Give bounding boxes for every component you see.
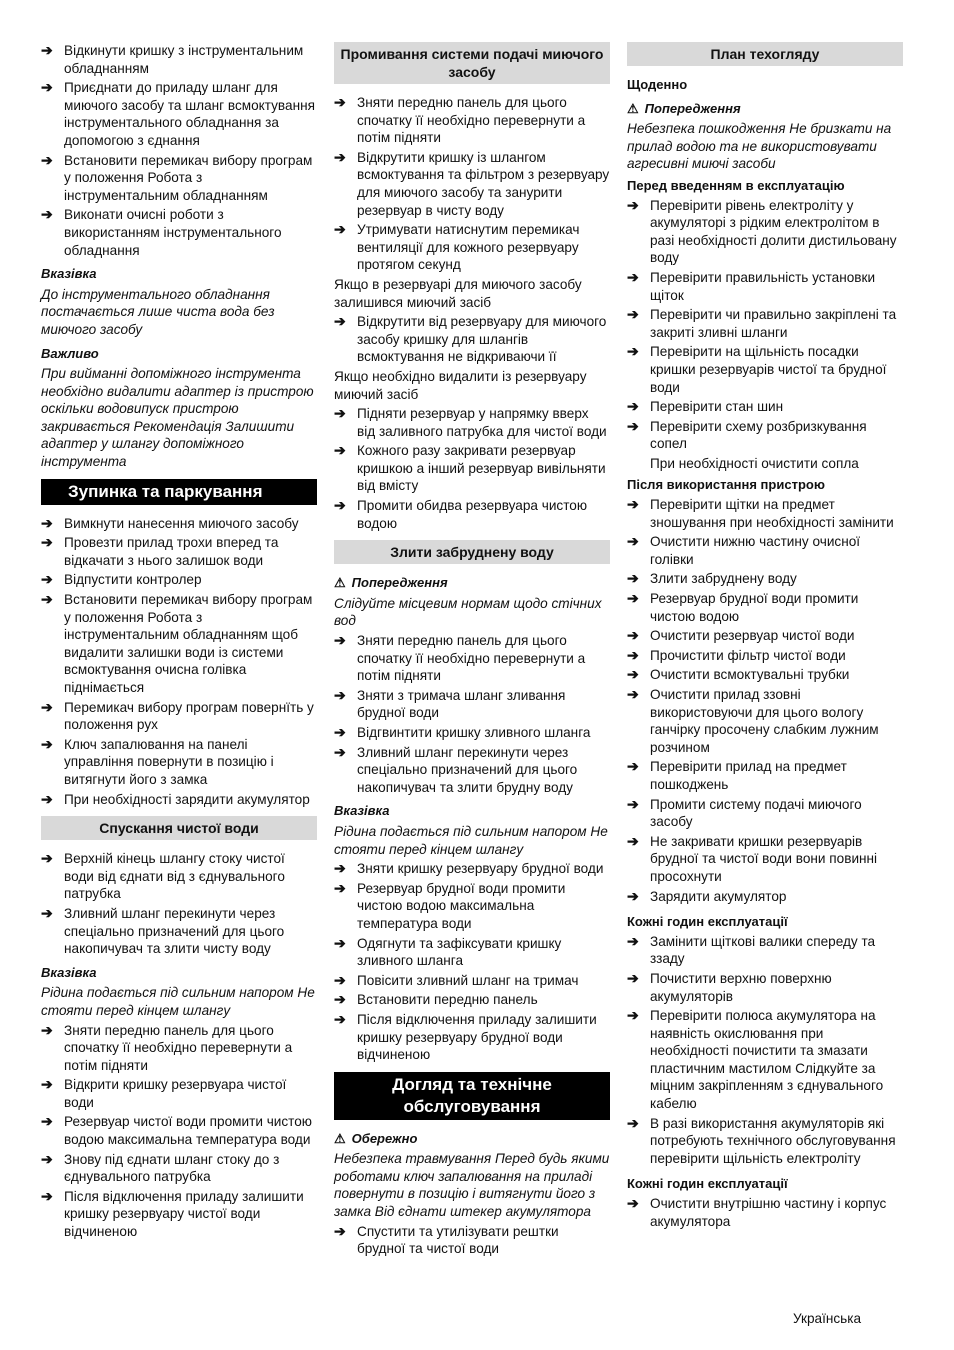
list-item-text: Верхній кінець шлангу стоку чистої води від єднати від з єднувального патрубка — [64, 851, 285, 902]
arrow-icon: ➔ — [41, 735, 53, 752]
note-title: Вказівка — [41, 266, 97, 282]
every-2-bullets — [627, 1195, 903, 1230]
list-item-text: Перевірити полюса акумулятора на наявність окислювання при необхідності почистити та змазати пластичним мастилом Слідкуйте за міцним закріпленням з єднувального кабелю — [650, 1008, 884, 1112]
list-item-text: Перевірити чи правильно закріплені та закриті зливні шланги — [650, 307, 897, 340]
list-item — [334, 860, 610, 878]
arrow-icon: ➔ — [627, 1007, 639, 1024]
arrow-icon: ➔ — [334, 405, 346, 422]
arrow-icon: ➔ — [334, 148, 346, 165]
flush-bullets-3 — [334, 405, 610, 532]
list-item — [41, 850, 317, 903]
arrow-icon: ➔ — [41, 534, 53, 551]
list-item-text: Відкрутити кришку із шлангом всмоктування та фільтром з резервуару для миючого засобу та занурити резервуар в чисту воду — [357, 149, 610, 218]
list-item — [41, 1188, 317, 1241]
intro-bullets — [41, 42, 317, 259]
warning-title: ⚠ Попередження — [334, 575, 448, 591]
arrow-icon: ➔ — [627, 686, 639, 702]
section-drain-dirty-water-heading: Злити забруднену воду — [334, 540, 610, 564]
arrow-icon: ➔ — [334, 1010, 346, 1027]
important-title: Важливо — [41, 345, 99, 361]
arrow-icon: ➔ — [627, 590, 639, 607]
arrow-icon: ➔ — [334, 971, 346, 988]
list-item — [627, 627, 903, 645]
stop-bullets — [41, 515, 317, 809]
warning-text: Слідуйте місцевим нормам щодо стічних вод — [334, 595, 602, 629]
list-item-text: Очистити внутрішню частину і корпус акумулятора — [650, 1196, 887, 1229]
list-item — [627, 269, 903, 304]
list-item-text: Виконати очисні роботи з використанням інструментального обладнання — [64, 207, 282, 258]
arrow-icon: ➔ — [41, 151, 53, 168]
list-item — [41, 699, 317, 734]
arrow-icon: ➔ — [334, 724, 346, 740]
arrow-icon: ➔ — [627, 533, 639, 550]
list-item-text: Відкрутити від резервуару для миючого засобу кришку для шлангів всмоктування не відкриваючи її — [357, 314, 607, 365]
list-item-text: Перевірити правильність установки щіток — [650, 269, 876, 303]
list-item — [41, 591, 317, 697]
list-item — [334, 991, 610, 1009]
list-item-text: Зарядити акумулятор — [650, 888, 787, 904]
list-item — [334, 972, 610, 990]
note-text: Рідина подається під сильним напором Не стояти перед кінцем шлангу — [334, 823, 608, 857]
arrow-icon: ➔ — [627, 646, 639, 663]
arrow-icon: ➔ — [627, 832, 639, 849]
list-item-text: Замінити щіткові валики спереду та ззаду — [650, 933, 876, 967]
flush-bullets-2 — [334, 313, 610, 366]
list-item — [41, 79, 317, 149]
list-item — [334, 497, 610, 532]
arrow-icon: ➔ — [627, 398, 639, 415]
list-item-text: Зняти передню панель для цього спочатку її необхідно перевернути а потім підняти — [357, 95, 586, 146]
every-1-bullets — [627, 933, 903, 1168]
after-bullets — [627, 496, 903, 905]
arrow-icon: ➔ — [41, 206, 53, 223]
list-item — [627, 666, 903, 684]
list-item-text: Перевірити прилад на предмет пошкоджень — [650, 759, 847, 792]
list-item-text: Промити обидва резервуара чистою водою — [357, 498, 588, 531]
arrow-icon: ➔ — [627, 1114, 639, 1131]
list-item — [41, 534, 317, 569]
dirty-bullets — [334, 632, 610, 796]
arrow-icon: ➔ — [334, 1222, 346, 1239]
list-item-text: Провезти прилад трохи вперед та відкачати з нього залишок води — [64, 535, 279, 568]
section-stop-parking-heading: Зупинка та паркування — [41, 479, 317, 505]
arrow-icon: ➔ — [627, 887, 639, 904]
list-item — [334, 442, 610, 495]
arrow-icon: ➔ — [627, 795, 639, 812]
list-item — [627, 590, 903, 625]
list-item — [627, 970, 903, 1005]
list-item — [627, 796, 903, 831]
every-hours-label-2: Кожні годин експлуатації — [627, 1176, 788, 1192]
list-item-text: Зняти передню панель для цього спочатку її необхідно перевернути а потім підняти — [357, 633, 586, 684]
list-item-text: Злити забруднену воду — [650, 571, 797, 587]
before-bullets — [627, 197, 903, 453]
arrow-icon: ➔ — [41, 1021, 53, 1038]
list-item-text: Очистити прилад ззовні використовуючи для цього вологу ганчірку просочену слабким лужним розчином — [650, 687, 879, 755]
flush-text-2: Якщо необхідно видалити із резервуару миючий засіб — [334, 368, 587, 402]
arrow-icon: ➔ — [334, 686, 346, 703]
section-flush-system-heading: Промивання системи подачі миючого засобу — [334, 42, 610, 84]
arrow-icon: ➔ — [627, 343, 639, 360]
list-item — [334, 1223, 610, 1258]
list-item-text: Встановити перемикач вибору програм у положення Робота з інструментальним обладнанням — [64, 152, 313, 203]
list-item-text: Утримувати натиснутим перемикач вентиляції для кожного резервуару протягом секунд — [357, 222, 580, 273]
list-item — [334, 744, 610, 797]
caution-title: ⚠ Обережно — [334, 1130, 418, 1146]
list-item — [627, 1115, 903, 1168]
important-text: При вийманні допоміжного інструмента необхідно видалити адаптер із пристрою оскільки водовипуск пристрою закривається Рекомендація Залишити адаптер у шлангу допоміжного інструмента — [41, 366, 314, 470]
list-item — [41, 736, 317, 789]
list-item — [334, 313, 610, 366]
arrow-icon: ➔ — [627, 306, 639, 323]
list-item-text: Очистити резервуар чистої води — [650, 628, 855, 644]
list-item-text: При необхідності зарядити акумулятор — [64, 791, 310, 807]
list-item — [41, 1076, 317, 1111]
arrow-icon: ➔ — [627, 496, 639, 513]
list-item-text: Промити систему подачі миючого засобу — [650, 796, 862, 830]
footer-language: Українська — [793, 1311, 862, 1326]
list-item — [41, 152, 317, 205]
arrow-icon: ➔ — [41, 514, 53, 531]
list-item-text: Підняти резервуар у напрямку вверх від заливного патрубка для чистої води — [357, 406, 607, 439]
list-item-text: Зняти передню панель для цього спочатку її необхідно перевернути а потім підняти — [64, 1022, 293, 1073]
drain-clean-bullets-2 — [41, 1022, 317, 1241]
list-item-text: Встановити перемикач вибору програм у положення Робота з інструментальним обладнанням щоб видалити залишки води із системи всмоктування очисна голівка піднімається — [64, 592, 313, 695]
note-text: Рідина подається під сильним напором Не стояти перед кінцем шлангу — [41, 985, 315, 1018]
column-2 — [334, 42, 610, 1260]
list-item-text: Спустити та утилізувати рештки брудної та чистої води — [357, 1223, 559, 1257]
list-item — [334, 935, 610, 970]
arrow-icon: ➔ — [41, 904, 53, 921]
list-item — [334, 94, 610, 147]
list-item — [334, 880, 610, 933]
flush-text-1: Якщо в резервуарі для миючого засобу залишився миючий засіб — [334, 276, 582, 310]
arrow-icon: ➔ — [41, 1150, 53, 1167]
arrow-icon: ➔ — [627, 1195, 639, 1212]
arrow-icon: ➔ — [41, 42, 53, 58]
every-hours-label-1: Кожні годин експлуатації — [627, 914, 788, 930]
list-item — [41, 791, 317, 809]
list-item — [627, 686, 903, 756]
list-item-text: Перевірити стан шин — [650, 399, 784, 415]
list-item — [627, 306, 903, 341]
list-item-text: Очистити всмоктувальні трубки — [650, 667, 850, 683]
list-item — [627, 398, 903, 416]
list-item-text: Перевірити щітки на предмет зношування при необхідності замінити — [650, 497, 894, 530]
list-item-text: Почистити верхню поверхню акумуляторів — [650, 970, 832, 1004]
arrow-icon: ➔ — [627, 196, 639, 213]
list-item-text: Після відключення приладу залишити кришку резервуару брудної води відчиненою — [357, 1011, 597, 1063]
list-item-text: Відгвинтити кришку зливного шланга — [357, 725, 591, 740]
arrow-icon: ➔ — [41, 79, 53, 96]
arrow-icon: ➔ — [627, 969, 639, 986]
list-item — [627, 496, 903, 531]
list-item-text: Зливний шланг перекинути через спеціально призначений для цього накопичувач та злити брудну воду — [357, 744, 578, 795]
list-item-text: Приєднати до приладу шланг для миючого засобу та шланг всмоктування інструментального обладнання за допомогою з єднання — [64, 80, 315, 148]
warning-text: Небезпека пошкодження Не бризкати на прилад водою та не використовувати агресивні миючі засоби — [627, 121, 892, 172]
arrow-icon: ➔ — [627, 666, 639, 683]
arrow-icon: ➔ — [41, 850, 53, 867]
list-item-text: Одягнути та зафіксувати кришку зливного шланга — [357, 935, 562, 969]
list-item — [627, 570, 903, 588]
list-item — [41, 1151, 317, 1186]
list-item — [627, 343, 903, 396]
list-item-text: Знову під єднати шланг стоку до з єднувального патрубка — [64, 1151, 280, 1185]
list-item-text: Ключ запалювання на панелі управління повернути в позицію і витягнути його з замка — [64, 736, 274, 787]
list-item — [41, 42, 317, 77]
note-text: До інструментального обладнання постачається лише чиста вода без миючого засобу — [41, 286, 275, 337]
caution-text: Небезпека травмування Перед будь якими роботами ключ запалювання на приладі повернути в позицію і витягнути його з замка Від єднати штекер акумулятора — [334, 1151, 610, 1220]
before-extra-text: При необхідності очистити сопла — [650, 455, 859, 471]
list-item-text: Перевірити рівень електроліту у акумуляторі з рідким електролітом в разі необхідності долити дистильовану воду — [650, 197, 897, 266]
arrow-icon: ➔ — [334, 221, 346, 238]
column-1 — [41, 42, 317, 1243]
list-item-text: Резервуар брудної води промити чистою водою — [650, 591, 859, 624]
arrow-icon: ➔ — [627, 758, 639, 775]
daily-label: Щоденно — [627, 77, 688, 92]
arrow-icon: ➔ — [41, 1113, 53, 1130]
drain-clean-bullets — [41, 850, 317, 958]
list-item — [334, 149, 610, 219]
list-item — [627, 1195, 903, 1230]
list-item-text: В разі використання акумуляторів які потребують технічного обслуговування перевірити щільність електроліту — [650, 1115, 896, 1166]
list-item — [41, 1022, 317, 1075]
list-item-text: Повісити зливний шланг на тримач — [357, 972, 579, 988]
list-item — [41, 206, 317, 259]
list-item — [627, 533, 903, 568]
list-item-text: Відкинути кришку з інструментальним обладнанням — [64, 43, 304, 76]
list-item — [41, 905, 317, 958]
arrow-icon: ➔ — [41, 698, 53, 715]
list-item-text: Перемикач вибору програм повернїть у положення рух — [64, 699, 314, 733]
list-item-text: Відкрити кришку резервуара чистої води — [64, 1077, 287, 1110]
list-item — [627, 933, 903, 968]
arrow-icon: ➔ — [334, 632, 346, 649]
arrow-icon: ➔ — [41, 1187, 53, 1204]
care-bullets — [334, 1223, 610, 1258]
warning-title: ⚠ Попередження — [627, 100, 741, 116]
list-item-text: Прочистити фільтр чистої води — [650, 647, 846, 663]
list-item — [334, 632, 610, 685]
arrow-icon: ➔ — [627, 932, 639, 949]
list-item — [627, 758, 903, 793]
list-item — [334, 687, 610, 722]
warning-icon: ⚠ — [334, 575, 346, 591]
list-item — [627, 833, 903, 886]
list-item-text: Зняти кришку резервуару брудної води — [357, 861, 604, 877]
arrow-icon: ➔ — [334, 313, 346, 330]
list-item-text: Перевірити схему розбризкування сопел — [650, 418, 867, 452]
column-3 — [627, 42, 903, 1232]
dirty-bullets-2 — [334, 860, 610, 1064]
note-title: Вказівка — [334, 803, 390, 819]
list-item-text: Відпустити контролер — [64, 572, 202, 588]
arrow-icon: ➔ — [334, 743, 346, 760]
warning-icon: ⚠ — [334, 1130, 346, 1146]
list-item-text: Кожного разу закривати резервуар кришкою а інший резервуар вивільняти від вмісту — [357, 443, 606, 494]
before-use-label: Перед введенням в експлуатацію — [627, 177, 845, 193]
section-maintenance-plan-heading: План техогляду — [627, 42, 903, 66]
arrow-icon: ➔ — [334, 934, 346, 951]
list-item-text: Вимкнути нанесення миючого засобу — [64, 515, 299, 531]
list-item — [41, 515, 317, 533]
list-item — [41, 571, 317, 589]
arrow-icon: ➔ — [334, 94, 346, 110]
list-item-text: Зняти з тримача шланг зливання брудної води — [357, 687, 566, 721]
arrow-icon: ➔ — [41, 571, 53, 588]
after-use-label: Після використання пристрою — [627, 477, 825, 493]
arrow-icon: ➔ — [627, 570, 639, 587]
arrow-icon: ➔ — [627, 268, 639, 285]
list-item-text: Після відключення приладу залишити кришку резервуару чистої води відчиненою — [64, 1188, 304, 1240]
list-item — [627, 1007, 903, 1113]
arrow-icon: ➔ — [334, 860, 346, 877]
list-item — [334, 405, 610, 440]
list-item-text: Перевірити на щільність посадки кришки резервуарів чистої та брудної води — [650, 344, 887, 395]
list-item — [627, 888, 903, 906]
warning-icon: ⚠ — [627, 100, 639, 116]
list-item-text: Резервуар брудної води промити чистою водою максимальна температура води — [357, 880, 566, 931]
arrow-icon: ➔ — [334, 497, 346, 514]
note-title: Вказівка — [41, 964, 97, 980]
list-item — [334, 221, 610, 274]
list-item — [334, 724, 610, 742]
arrow-icon: ➔ — [627, 627, 639, 644]
section-care-maintenance-heading: Догляд та технічне обслуговування — [334, 1072, 610, 1120]
list-item-text: Очистити нижню частину очисної голівки — [650, 534, 861, 567]
arrow-icon: ➔ — [334, 442, 346, 459]
arrow-icon: ➔ — [41, 790, 53, 807]
list-item — [627, 647, 903, 665]
list-item-text: Встановити передню панель — [357, 992, 538, 1008]
list-item — [334, 1011, 610, 1064]
flush-bullets — [334, 94, 610, 274]
list-item — [627, 418, 903, 453]
list-item-text: Резервуар чистої води промити чистою водою максимальна температура води — [64, 1114, 313, 1148]
arrow-icon: ➔ — [334, 991, 346, 1008]
list-item — [41, 1113, 317, 1148]
list-item-text: Не закривати кришки резервуарів брудної та чистої води вони повинні просохнути — [650, 833, 878, 884]
arrow-icon: ➔ — [41, 591, 53, 608]
arrow-icon: ➔ — [334, 879, 346, 896]
arrow-icon: ➔ — [627, 417, 639, 434]
list-item-text: Зливний шланг перекинути через спеціально призначений для цього накопичувач та злити чисту воду — [64, 905, 285, 957]
arrow-icon: ➔ — [41, 1076, 53, 1093]
list-item — [627, 197, 903, 267]
section-drain-clean-water-heading: Спускання чистої води — [41, 816, 317, 840]
